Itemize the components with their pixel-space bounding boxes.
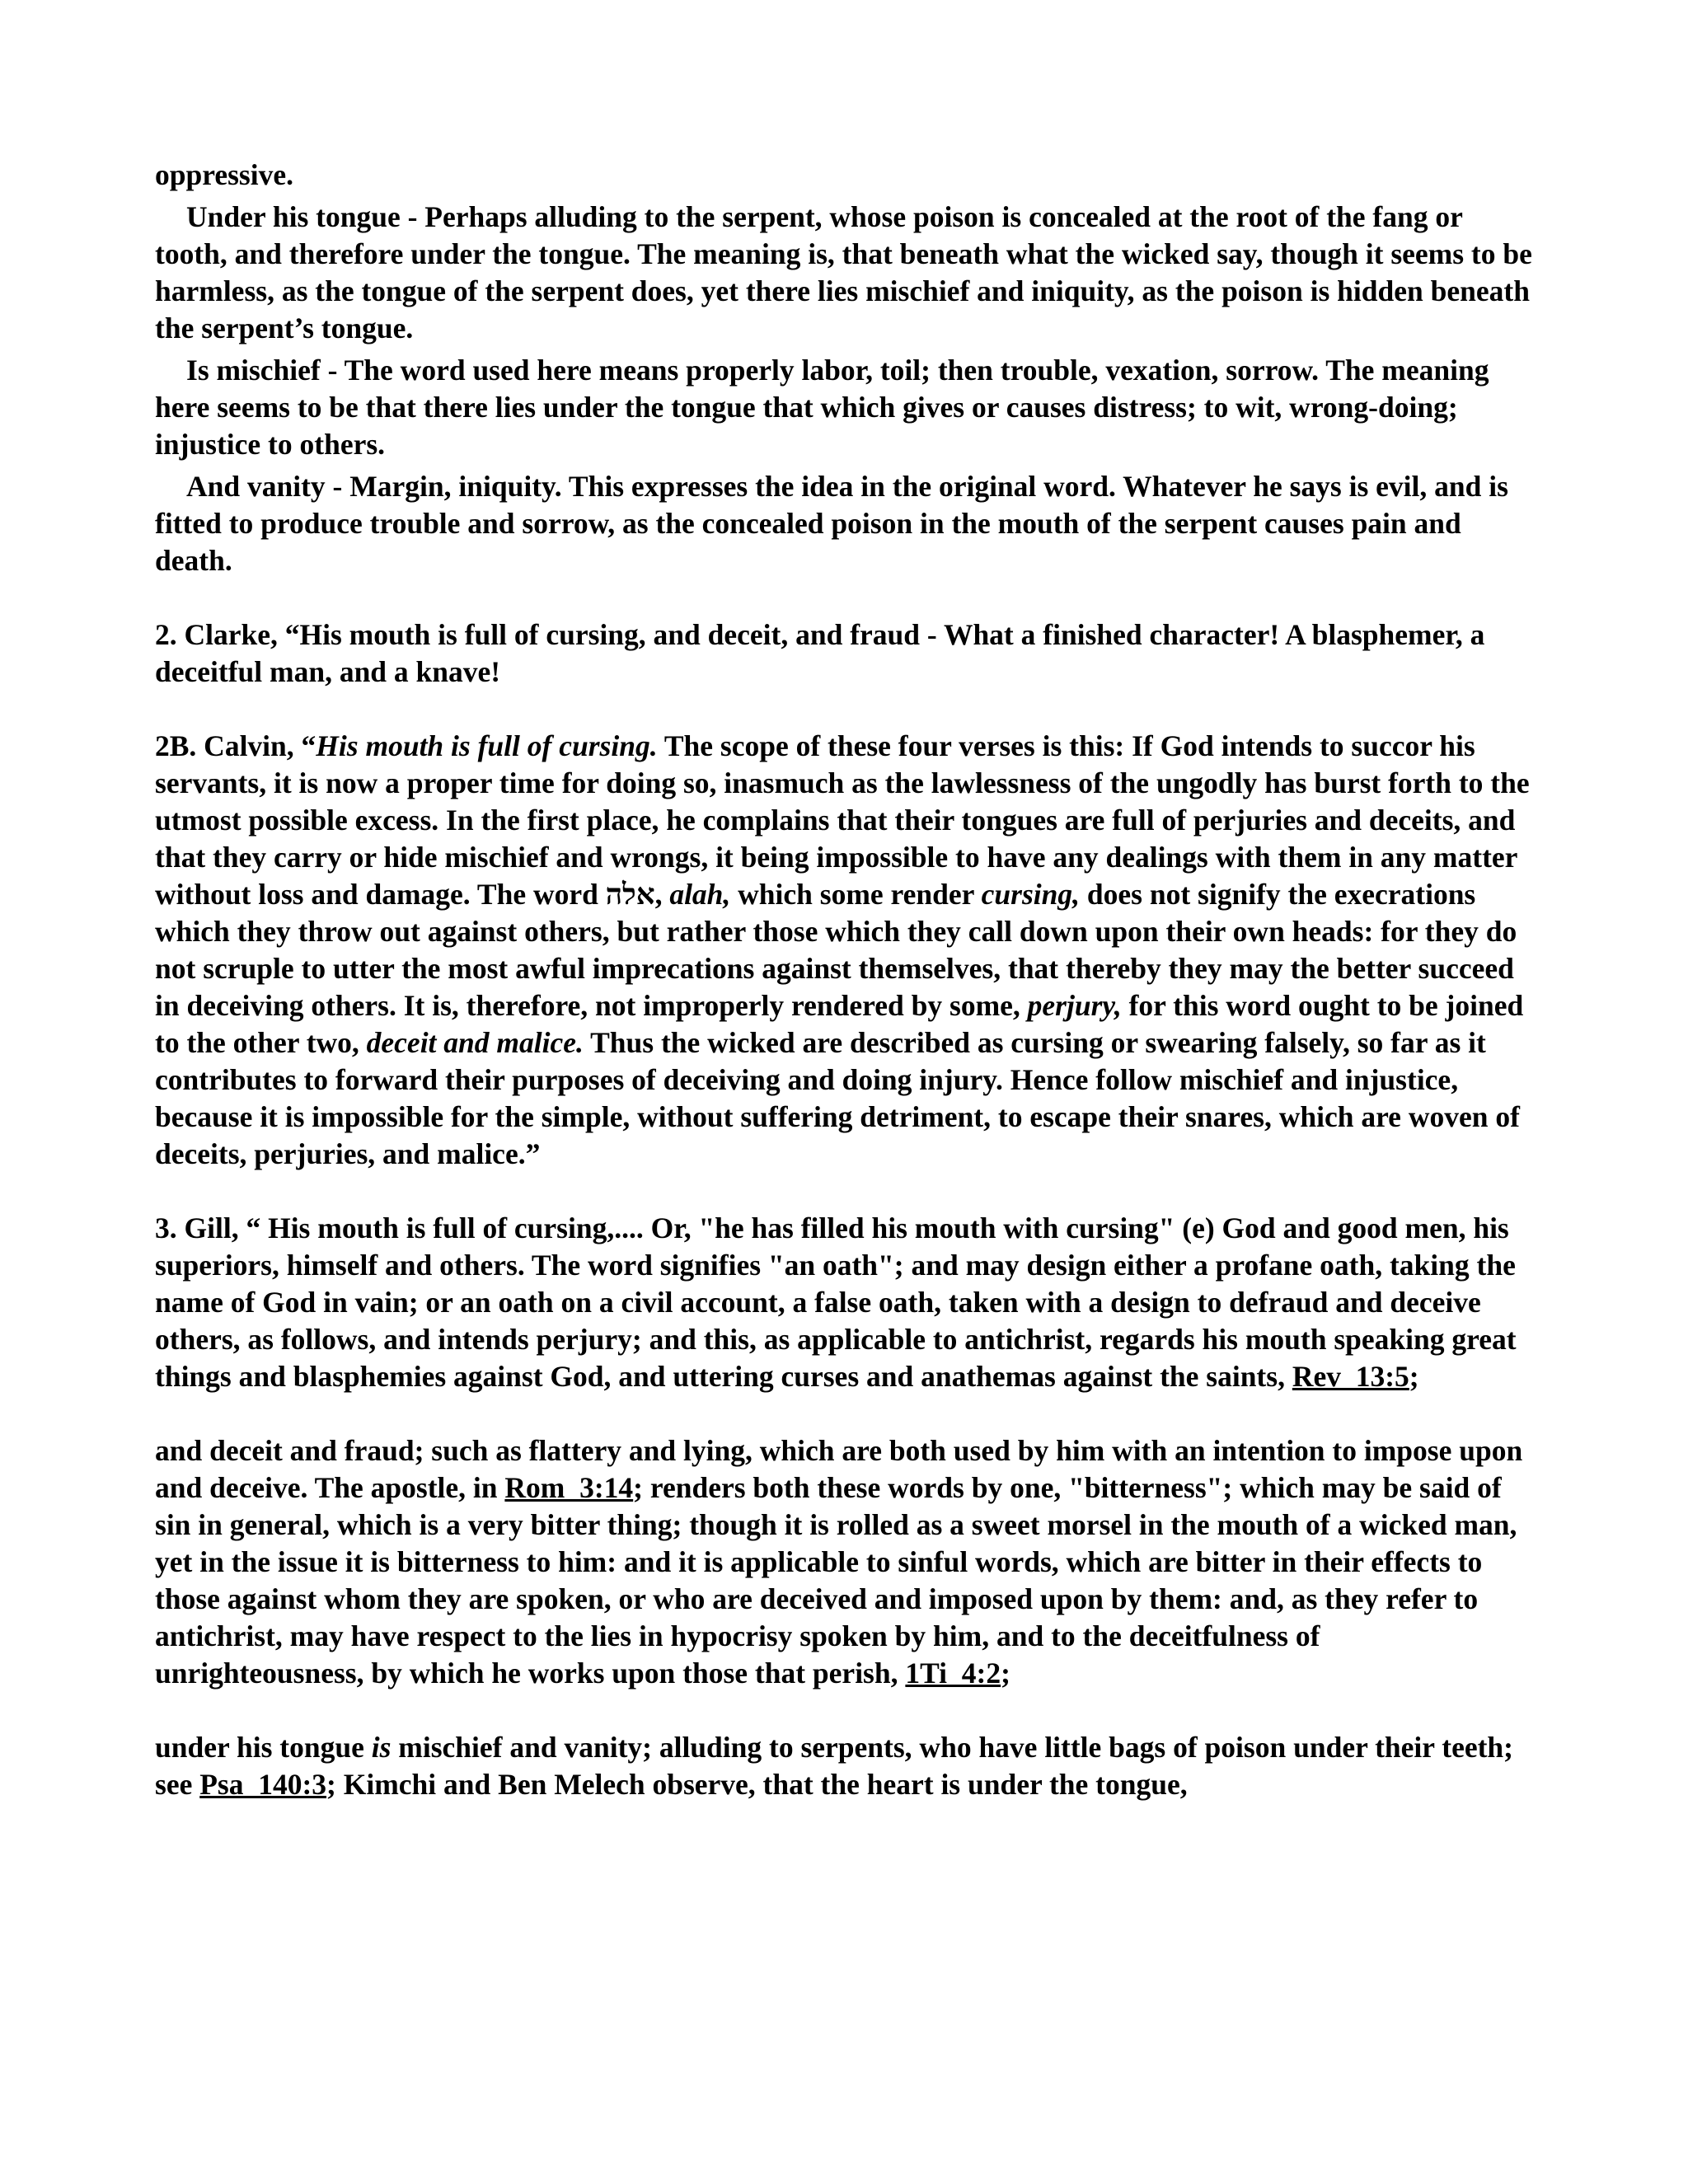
link-rev-13-5[interactable]: Rev_13:5: [1292, 1360, 1409, 1393]
paragraph-calvin: [155, 728, 1533, 1173]
gill-text-a: 3. Gill, “ His mouth is full of cursing,.... Or, "he has filled his mouth with cursing" (e) God and good men, his superiors, himself and others. The word signifies "an oath"; and may design either a profane oath, taking the name of God in vain; or an oath on a civil account, a false oath, taken with a design to defraud and deceive others, as follows, and intends perjury; and this, as applicable to antichrist, regards his mouth speaking great things and blasphemies against God, and uttering curses and anathemas against the saints,: [155, 1212, 1517, 1393]
paragraph-under-his-tongue: Under his tongue - Perhaps alluding to the serpent, whose poison is concealed at the root of the fang or tooth, and therefore under the tongue. The meaning is, that beneath what the wicked say, though it seems to be harmless, as the tongue of the serpent does, yet there lies mischief and iniquity, as the poison is hidden beneath the serpent’s tongue.: [155, 200, 1532, 344]
calvin-text-c: The scope of these four verses is this: If God intends to succor his servants, it is now a proper time for doing so, inasmuch as the lawlessness of the ungodly has burst forth to the utmost possible excess. In the first place, he complains that their tongues are full of perjuries and deceits, and that they carry or hide mischief and wrongs, it being impossible to have any dealings with them in any matter without loss and damage. The word: [155, 729, 1530, 911]
paragraph-clarke: 2. Clarke, “His mouth is full of cursing, and deceit, and fraud - What a finished character! A blasphemer, a deceitful man, and a knave!: [155, 618, 1485, 688]
calvin-text-g: which some render: [730, 878, 982, 911]
calvin-text-m: Thus the wicked are described as cursing or swearing falsely, so far as it contributes to forward their purposes of deceiving and doing injury. Hence follow mischief and injustice, because it is impossible for the simple, without suffering detriment, to escape their snares, which are woven of deceits, perjuries, and malice.”: [155, 1026, 1520, 1170]
calvin-text-k: for this word ought to be joined to the other two,: [155, 989, 1524, 1059]
link-1ti-4-2[interactable]: 1Ti_4:2: [905, 1657, 1001, 1690]
calvin-italic-heading: His mouth is full of cursing.: [316, 729, 658, 762]
hebrew-word: אלה: [605, 878, 655, 911]
paragraph-deceit-fraud: [155, 1432, 1533, 1692]
under-text-c: mischief and vanity; alluding to serpents, who have little bags of poison under their teeth; see: [155, 1731, 1513, 1801]
link-psa-140-3[interactable]: Psa_140:3: [199, 1768, 327, 1801]
deceit-text-c: ;: [1001, 1657, 1010, 1690]
link-rom-3-14[interactable]: Rom_3:14: [504, 1471, 634, 1504]
calvin-italic-perjury: perjury,: [1027, 989, 1122, 1022]
calvin-italic-alah: alah,: [669, 878, 731, 911]
calvin-text-e: ,: [654, 878, 670, 911]
gill-text-b: ;: [1409, 1360, 1419, 1393]
calvin-italic-deceit-malice: deceit and malice.: [366, 1026, 584, 1059]
deceit-text-a: and deceit and fraud; such as flattery and lying, which are both used by him with an intention to impose upon and deceive. The apostle, in: [155, 1434, 1523, 1504]
paragraph-is-mischief: Is mischief - The word used here means properly labor, toil; then trouble, vexation, sorrow. The meaning here seems to be that there lies under the tongue that which gives or causes distress; to wit, wrong-doing; injustice to others.: [155, 354, 1489, 461]
document-body: [155, 157, 1533, 1803]
under-text-d: ; Kimchi and Ben Melech observe, that the heart is under the tongue,: [326, 1768, 1188, 1801]
under-italic-is: is: [371, 1731, 392, 1764]
calvin-text-a: 2B. Calvin, “: [155, 729, 316, 762]
paragraph-gill: [155, 1210, 1533, 1395]
calvin-text-i: does not signify the execrations which they throw out against others, but rather those which they call down upon their own heads: for they do not scruple to utter the most awful imprecations against themselves, that thereby they may the better succeed in deceiving others. It is, therefore, not improperly rendered by some,: [155, 878, 1517, 1022]
paragraph-under-tongue-gill: [155, 1729, 1533, 1803]
paragraph-and-vanity: And vanity - Margin, iniquity. This expresses the idea in the original word. Whatever he says is evil, and is fitted to produce trouble and sorrow, as the concealed poison in the mouth of the serpent causes pain and death.: [155, 470, 1508, 577]
calvin-italic-cursing: cursing,: [981, 878, 1081, 911]
deceit-text-b: ; renders both these words by one, "bitterness"; which may be said of sin in general, which is a very bitter thing; though it is rolled as a sweet morsel in the mouth of a wicked man, yet in the issue it is bitterness to him: and it is applicable to sinful words, which are bitter in their effects to those against whom they are spoken, or who are deceived and imposed upon by them: and, as they refer to antichrist, may have respect to the lies in hypocrisy spoken by him, and to the deceitfulness of unrighteousness, by which he works upon those that perish,: [155, 1471, 1517, 1690]
under-text-a: under his tongue: [155, 1731, 372, 1764]
paragraph-oppressive: oppressive.: [155, 158, 293, 191]
